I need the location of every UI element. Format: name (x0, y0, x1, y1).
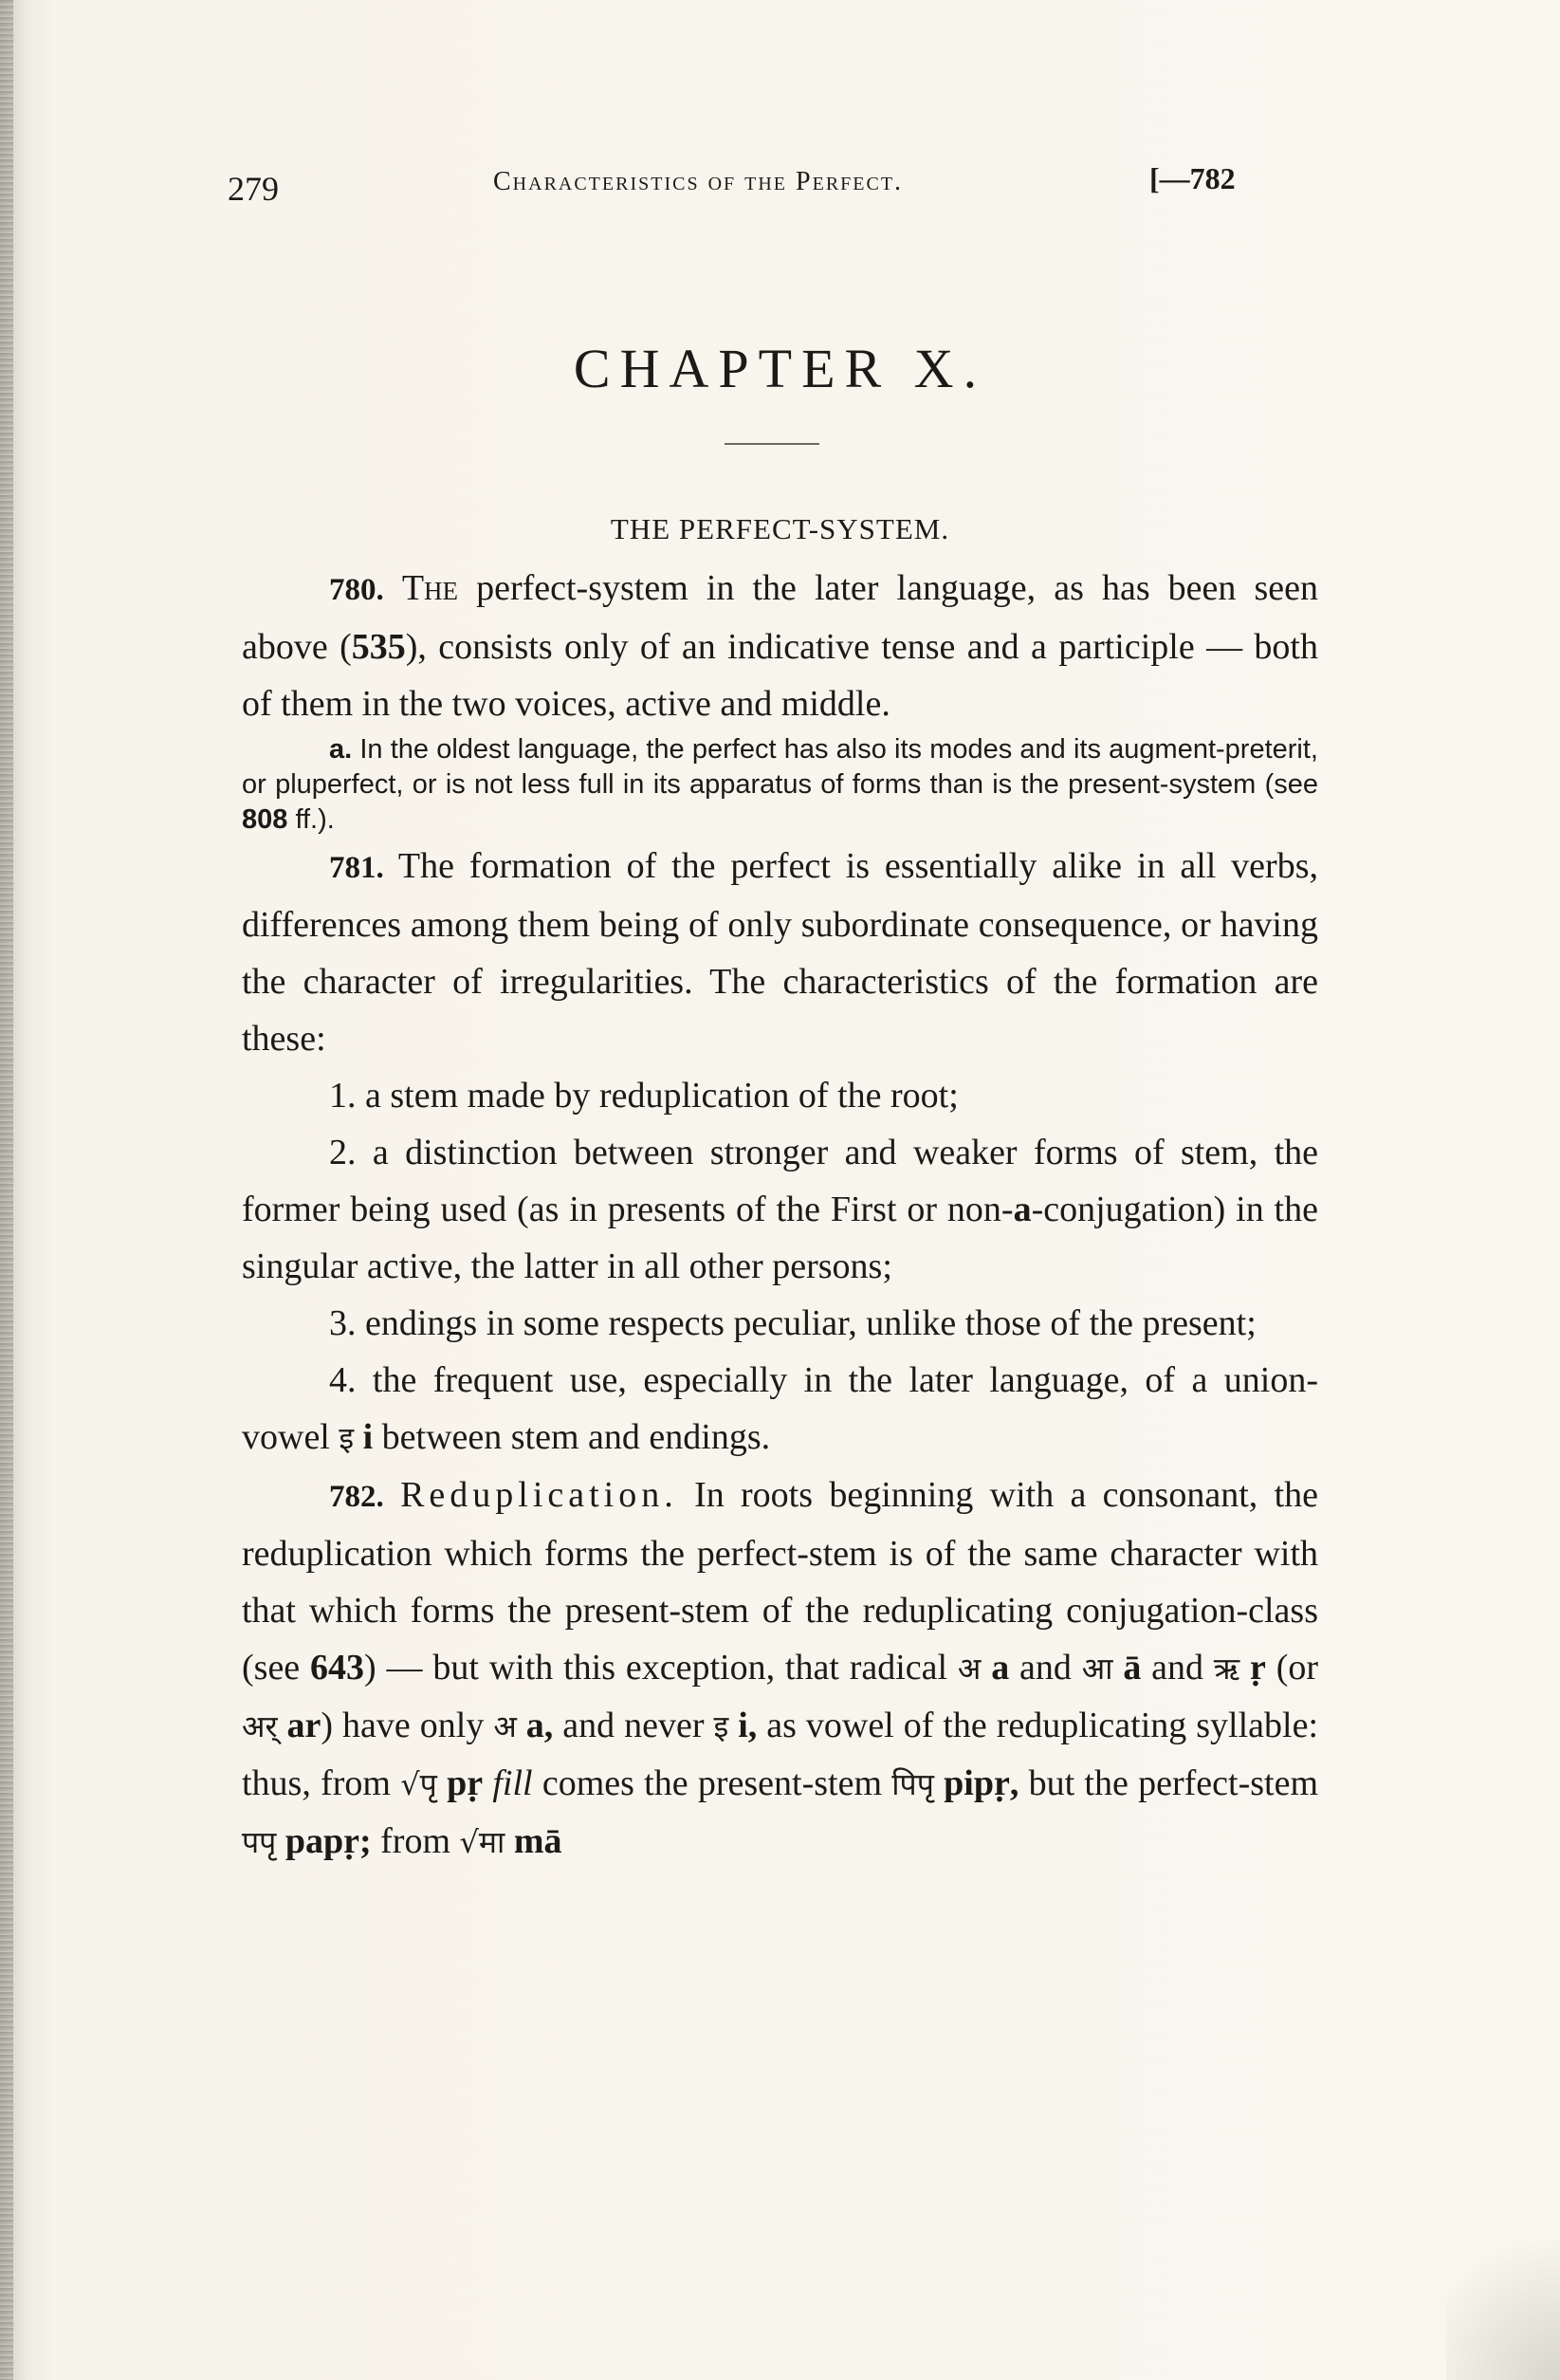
text: ) — but with this exception, that radical (364, 1648, 958, 1688)
paragraph-heading: Reduplication. (400, 1475, 678, 1515)
text: from (371, 1821, 460, 1861)
text: In the oldest language, the perfect has also its modes and its augment-preterit, or pluperfect, or is not less full in its apparatus of forms than is the present-system (see (242, 734, 1318, 800)
sanskrit-glyph: पिपृ (891, 1766, 934, 1802)
sanskrit-glyph: √मा (459, 1824, 505, 1860)
transliteration: papṛ; (276, 1821, 372, 1861)
paragraph-782 (242, 1467, 1318, 1871)
list-item-2 (242, 1124, 1318, 1295)
transliteration: pipṛ, (933, 1763, 1019, 1803)
text: 4. the frequent use, especially in the later language, of a union-vowel (242, 1360, 1318, 1457)
text: and (1009, 1648, 1082, 1688)
text: as vowel of the reduplicating syllable: thus, from (242, 1706, 1318, 1803)
chapter-rule (725, 443, 819, 445)
text: ff.). (287, 804, 335, 835)
lead-word: The (401, 568, 459, 608)
list-item-4 (242, 1352, 1318, 1467)
paragraph-number: 781. (329, 851, 384, 885)
sanskrit-glyph: इ (339, 1420, 355, 1456)
transliteration: ā (1112, 1648, 1142, 1688)
sanskrit-glyph: अ (957, 1651, 982, 1687)
text: but the perfect-stem (1019, 1763, 1318, 1803)
paragraph-number: 782. (329, 1480, 384, 1514)
text: In roots beginning with a consonant, the reduplication which forms the perfect-stem is of the same character with that which forms the present-stem of the reduplicating conjugation-class (see (242, 1475, 1318, 1688)
chapter-title: CHAPTER X. (573, 338, 987, 399)
sanskrit-glyph: अर् (242, 1708, 278, 1744)
list-item-3: 3. endings in some respects peculiar, unlike those of the present; (329, 1303, 1257, 1343)
running-header (228, 161, 1318, 218)
list-item-1: 1. a stem made by reduplication of the root; (329, 1076, 959, 1116)
paragraph-780 (242, 560, 1318, 732)
sanskrit-glyph: ऋ (1213, 1651, 1240, 1687)
gloss: fill (483, 1763, 533, 1803)
sanskrit-glyph: आ (1081, 1651, 1113, 1687)
text: perfect-system in the later language, as has been seen above ( (242, 568, 1318, 667)
text: ) have only (321, 1706, 494, 1745)
paragraph-781 (242, 838, 1318, 1067)
section-ref-link: 535 (351, 627, 406, 667)
transliteration: mā (505, 1821, 562, 1861)
page-number: 279 (228, 170, 279, 208)
text: -conjugation) in the singular active, the latter in all other persons; (242, 1190, 1318, 1286)
text: ), consists only of an indicative tense and a participle — both of them in the two voices, active and middle. (242, 627, 1318, 724)
text: 2. a distinction between stronger and weaker forms of stem, the former being used (as in presents of the First or non- (242, 1133, 1318, 1229)
sanskrit-glyph: अ (493, 1708, 517, 1744)
section-title: THE PERFECT-SYSTEM. (610, 512, 950, 545)
transliteration: ṛ (1239, 1648, 1266, 1688)
transliteration: pṛ (436, 1763, 484, 1803)
note-label: a. (329, 734, 353, 765)
section-ref-link: 808 (242, 804, 288, 835)
sanskrit-glyph: √पृ (400, 1766, 437, 1802)
sanskrit-glyph: इ (713, 1708, 729, 1744)
body-text (242, 560, 1318, 1871)
paragraph-number: 780. (329, 573, 384, 607)
transliteration: a, (516, 1706, 554, 1745)
note-a (242, 732, 1318, 838)
sanskrit-glyph: पपृ (242, 1824, 277, 1860)
text: and (1141, 1648, 1214, 1688)
text: between stem and endings. (373, 1417, 771, 1457)
transliteration: a (1013, 1190, 1032, 1229)
text: (or (1265, 1648, 1319, 1688)
section-ref-link: 643 (310, 1648, 365, 1688)
text: comes the present-stem (532, 1763, 892, 1803)
running-title: Characteristics of the Perfect. (493, 167, 904, 196)
transliteration: a (981, 1648, 1010, 1688)
transliteration: i, (728, 1706, 758, 1745)
text: The formation of the perfect is essentially alike in all verbs, differences among them being of only subordinate consequence, or having the character of irregularities. The characteristics of the formation are these: (242, 846, 1318, 1059)
text: and never (553, 1706, 714, 1745)
transliteration: i (354, 1417, 374, 1457)
section-reference: [—782 (1149, 161, 1236, 195)
transliteration: ar (277, 1706, 321, 1745)
scan-corner-shadow (1446, 2209, 1560, 2380)
